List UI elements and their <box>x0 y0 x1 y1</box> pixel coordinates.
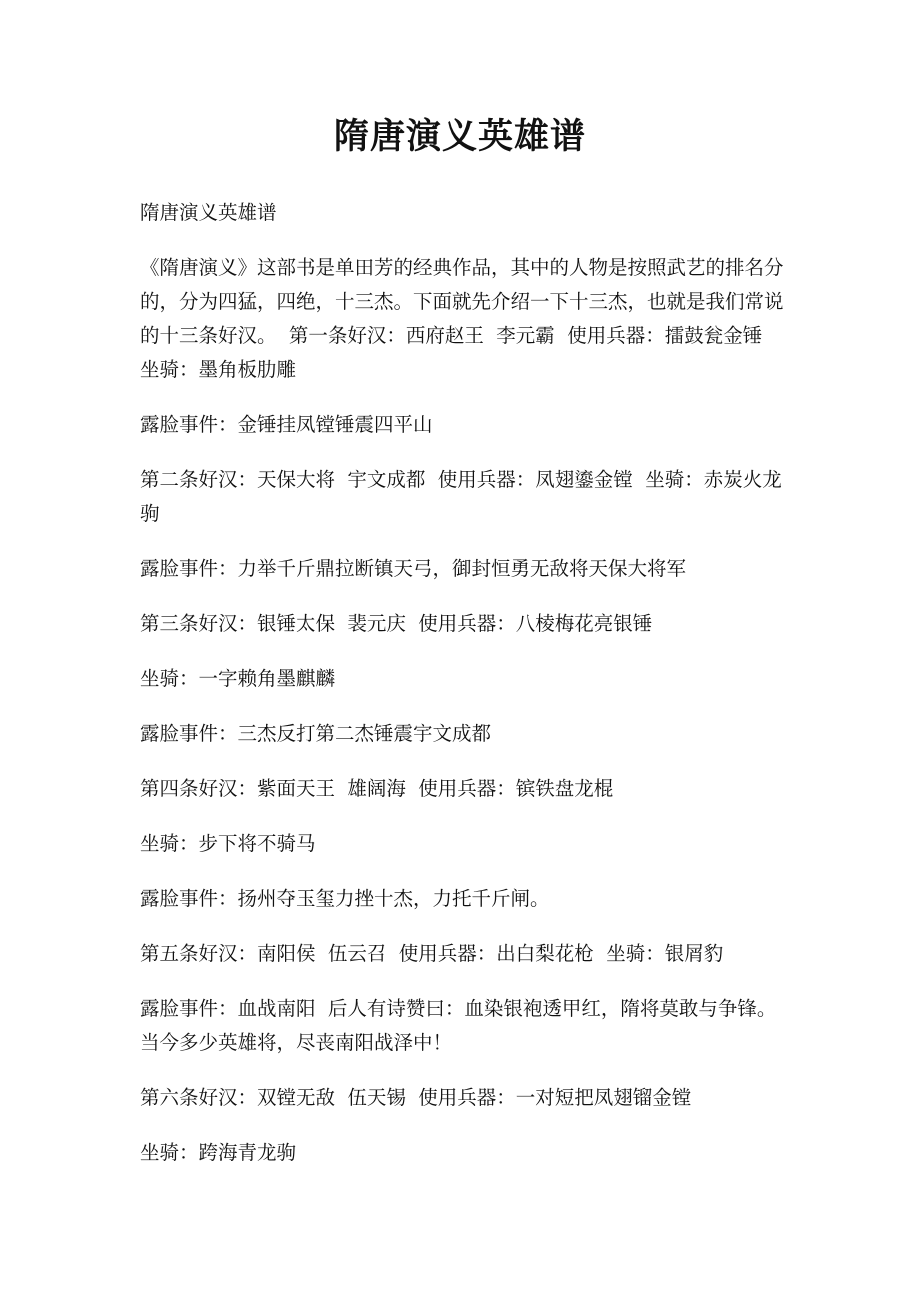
paragraph: 露脸事件：金锤挂凤镗锤震四平山 <box>140 413 433 436</box>
paragraph: 第二条好汉：天保大将 宇文成都 使用兵器：凤翅鎏金镗 坐骑：赤炭火龙驹 <box>140 468 782 525</box>
paragraph: 露脸事件：三杰反打第二杰锤震宇文成都 <box>140 722 492 745</box>
document-body <box>140 196 784 1191</box>
paragraph: 坐骑：步下将不骑马 <box>140 832 316 855</box>
paragraph: 露脸事件：血战南阳 后人有诗赞曰：血染银袍透甲红，隋将莫敢与争锋。当今多少英雄将，尽丧南阳战泽中！ <box>140 997 777 1054</box>
paragraph: 第四条好汉：紫面天王 雄阔海 使用兵器：镔铁盘龙棍 <box>140 777 614 800</box>
document-title: 隋唐演义英雄谱 <box>333 116 586 157</box>
paragraph: 露脸事件：扬州夺玉玺力挫十杰，力托千斤闸。 <box>140 887 550 910</box>
paragraph-intro: 《隋唐演义》这部书是单田芳的经典作品，其中的人物是按照武艺的排名分的，分为四猛，四绝，十三杰。下面就先介绍一下十三杰，也就是我们常说的十三条好汉。 第一条好汉：西府赵王 李元霸 使用兵器：擂鼓瓮金锤 坐骑：墨角板肋雕 <box>140 256 784 381</box>
paragraph-subtitle: 隋唐演义英雄谱 <box>140 201 277 224</box>
paragraph: 露脸事件：力举千斤鼎拉断镇天弓，御封恒勇无敌将天保大将军 <box>140 557 687 580</box>
paragraph: 坐骑：一字赖角墨麒麟 <box>140 667 336 690</box>
paragraph: 第六条好汉：双镗无敌 伍天锡 使用兵器：一对短把凤翅镏金镗 <box>140 1086 692 1109</box>
paragraph: 坐骑：跨海青龙驹 <box>140 1141 297 1164</box>
paragraph: 第三条好汉：银锤太保 裴元庆 使用兵器：八棱梅花亮银锤 <box>140 612 653 635</box>
paragraph: 第五条好汉：南阳侯 伍云召 使用兵器：出白梨花枪 坐骑：银屑豹 <box>140 942 724 965</box>
